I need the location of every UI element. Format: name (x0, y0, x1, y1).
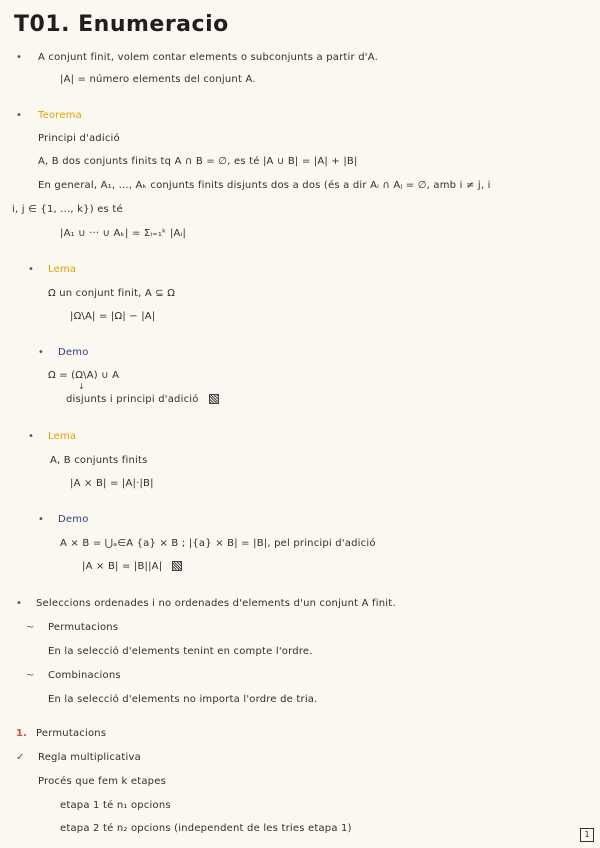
subheading: Combinacions (48, 670, 121, 681)
note-line: Regla multiplicativa (38, 752, 141, 763)
note-line: etapa 1 té n₁ opcions (60, 800, 171, 811)
bullet-dot: • (38, 347, 44, 358)
dash-bullet: ~ (26, 670, 35, 681)
note-line: Ω un conjunt finit, A ⊆ Ω (48, 288, 176, 299)
bullet-dot: • (38, 514, 44, 525)
section-title: Permutacions (36, 728, 107, 739)
formula: |A₁ ∪ ··· ∪ Aₖ| = Σᵢ₌₁ᵏ |Aᵢ| (60, 228, 187, 239)
subheading: Permutacions (48, 622, 119, 633)
note-line: En la selecció d'elements tenint en compte l'ordre. (48, 646, 313, 657)
note-line: Principi d'adició (38, 133, 120, 144)
lemma-heading: Lema (48, 264, 77, 275)
formula: |Ω\A| = |Ω| − |A| (70, 311, 156, 322)
note-line (66, 394, 219, 405)
lemma-heading: Lema (48, 431, 77, 442)
page-number: 1 (580, 828, 594, 842)
qed-icon (209, 394, 219, 404)
note-line: A, B dos conjunts finits tq A ∩ B = ∅, es té |A ∪ B| = |A| + |B| (38, 156, 358, 167)
bullet-dot: • (16, 52, 22, 63)
check-bullet: ✓ (16, 752, 25, 763)
dash-bullet: ~ (26, 622, 35, 633)
formula: |A × B| = |A|·|B| (70, 478, 154, 489)
arrow-down-icon: ↓ (78, 382, 85, 391)
theorem-heading: Teorema (38, 110, 82, 121)
note-line: A, B conjunts finits (50, 455, 148, 466)
bullet-dot: • (28, 264, 34, 275)
demo-heading: Demo (58, 514, 89, 525)
formula: A × B = ⋃ₐ∈A {a} × B ; |{a} × B| = |B|, pel principi d'adició (60, 538, 376, 549)
bullet-dot: • (16, 110, 22, 121)
note-line: A conjunt finit, volem contar elements o subconjunts a partir d'A. (38, 52, 378, 63)
page-title: T01. Enumeracio (14, 12, 229, 37)
section-number: 1. (16, 728, 28, 739)
note-line: i, j ∈ {1, ..., k}) es té (12, 204, 123, 215)
note-line: etapa 2 té n₂ opcions (independent de les tries etapa 1) (60, 823, 352, 834)
note-line: Seleccions ordenades i no ordenades d'elements d'un conjunt A finit. (36, 598, 396, 609)
formula: |A × B| = |B||A| (82, 561, 163, 572)
qed-icon (172, 561, 182, 571)
note-line: |A| = número elements del conjunt A. (60, 74, 256, 85)
note-line: En la selecció d'elements no importa l'ordre de tria. (48, 694, 318, 705)
note-line: Procés que fem k etapes (38, 776, 166, 787)
note-line (82, 561, 182, 572)
demo-text: disjunts i principi d'adició (66, 394, 199, 405)
bullet-dot: • (28, 431, 34, 442)
formula: Ω = (Ω\A) ∪ A (48, 370, 120, 381)
note-line: En general, A₁, ..., Aₖ conjunts finits disjunts dos a dos (és a dir Aᵢ ∩ Aⱼ = ∅, amb i ≠ j, i (38, 180, 491, 191)
bullet-dot: • (16, 598, 22, 609)
demo-heading: Demo (58, 347, 89, 358)
